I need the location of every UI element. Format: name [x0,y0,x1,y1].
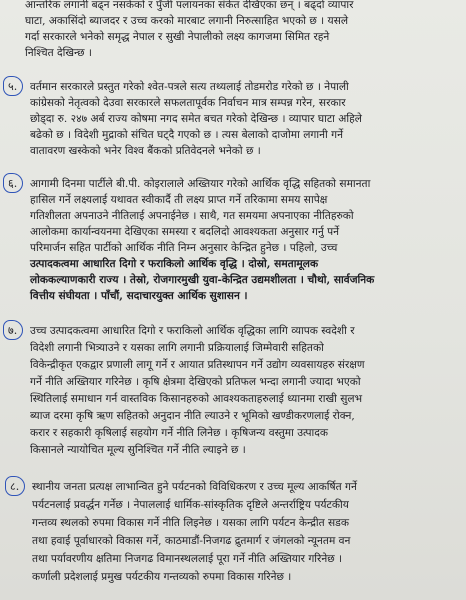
text-line: घाटा, अकासिंदो ब्याजदर र उच्च करको मारबाट लगानी निरुत्साहित भएको छ । यसले [25,15,349,27]
text-line: आगामी दिनमा पार्टीले बी.पी. कोइरालाले अख्तियार गरेको आर्थिक वृद्धि सहितको समानता [30,178,371,190]
text-line: गन्तव्य स्थलको रुपमा विकास गर्ने नीति लिइनेछ । यसका लागि पर्यटन केन्द्रीत सडक [32,517,349,529]
text-line-bold: वित्तीय संघीयता । पाँचौं, सदाचारयुक्त आर्थिक सुशासन । [30,290,248,302]
text-line-bold: लोककल्याणकारी राज्य । तेस्रो, रोजगारमुखी युवा-केन्द्रित उद्यमशीलता । चौथो, सार्वजनिक [30,274,375,286]
text-line: स्थानीय जनता प्रत्यक्ष लाभान्वित हुने पर्यटनको विविधिकरण र उच्च मूल्य आकर्षित गर्ने [32,481,357,493]
text-line: वातावरण खस्केको भनेर विश्व बैंकको प्रतिवेदनले भनेको छ । [30,145,261,157]
text-line: तथा पर्यावरणीय क्षतिमा निजगढ विमानस्थललाई पूरा गर्ने नीति अख्तियार गरिनेछ । [32,553,343,565]
text-line: आन्तरिक लगानी बढ्न नसकेको र पुँजी पलायनका संकेत देखिएका छन् । बढ्दो व्यापार [25,0,354,11]
text-line: परिमार्जन सहित पार्टीको आर्थिक नीति निम्न अनुसार केन्द्रित हुनेछ । पहिलो, उच्च [30,242,338,254]
text-line: पर्यटनलाई प्रवर्द्धन गर्नेछ । नेपाललाई धार्मिक-सांस्कृतिक दृष्टिले अन्तर्राष्ट्रिय पर्यटकीय [32,499,349,511]
text-line: विदेशी लगानी भित्र्याउने र यसका लागि लगानी प्रक्रियालाई जिम्मेवारी सहितको [30,342,324,354]
text-line: छोड्दा रु. २४७ अर्ब राज्य कोषमा नगद समेत बचत गरेको देखिन्छ । व्यापार घाटा अहिले [30,113,362,125]
text-line: निश्चित देखिन्छ । [25,47,92,59]
text-line: आलोकमा कार्यान्वयनमा देखिएका समस्या र बदलिदो आवश्यकता अनुसार गर्नु पर्ने [30,226,340,238]
text-line: कर्णाली प्रदेशलाई प्रमुख पर्यटकीय गन्तव्यको रुपमा विकास गरिनेछ । [32,571,292,583]
pen-circle-mark [3,320,23,340]
text-line: करार र सहकारी कृषिलाई सहयोग गर्ने नीति लिनेछ । कृषिजन्य वस्तुमा उत्पादक [30,427,329,439]
text-line: वर्तमान सरकारले प्रस्तुत गरेको श्वेत-पत्रले सत्य तथ्यलाई तोडमरोड गरेको छ । नेपाली [30,81,349,93]
text-line: हासिल गर्ने लक्ष्यलाई यथावत स्वीकार्दै ती लक्ष्य प्राप्त गर्ने तरिकामा समय सापेक्ष [30,194,328,206]
text-line: गतिशीलता अपनाउने नीतिलाई अपनाईनेछ । साथै, गत समयमा अपनाएका नीतिहरुको [30,210,354,222]
paragraph-number: ६. [8,177,18,190]
pen-circle-mark [5,476,25,496]
text-line: स्थितिलाई समाधान गर्न वास्तविक किसानहरुको आवश्यकताहरुलाई ध्यानमा राखी सुलभ [30,393,363,405]
text-line: विकेन्द्रीकृत एकद्वार प्रणाली लागू गर्ने र आयात प्रतिस्थापन गर्ने उद्योग व्यवसायहरु संरक्षण [30,359,365,371]
text-line: उच्च उत्पादकत्वमा आधारित दिगो र फराकिलो आर्थिक वृद्धिका लागि व्यापक स्वदेशी र [30,325,355,337]
text-line: ब्याज दरमा कृषि ऋण सहितको अनुदान नीति ल्याउने र भूमिको खण्डीकरणलाई रोक्न, [30,410,355,422]
text-line: तथा हवाई पूर्वाधारको विकास गर्ने, काठमाडौं-निजगढ द्रुतमार्ग र जंगलको न्यूनतम वन [32,535,351,547]
text-line-bold: उत्पादकत्वमा आधारित दिगो र फराकिलो आर्थिक वृद्धि । दोस्रो, समतामूलक [30,258,319,270]
text-line: गर्दा सरकारले भनेको समृद्ध नेपाल र सुखी नेपालीको लक्ष्य कागजमा सिमित रहने [25,31,330,43]
pen-circle-mark [3,76,23,96]
paragraph-number: ५. [8,80,18,93]
paragraph-number: ८. [10,480,20,493]
text-line: गर्ने नीति अख्तियार गरिनेछ । कृषि क्षेत्रमा देखिएको प्रतिफल भन्दा लगानी ज्यादा भएको [30,376,361,388]
text-line: कांग्रेसको नेतृत्वको देउवा सरकारले सफलतापूर्वक निर्वाचन मात्र सम्पन्न गरेन, सरकार [30,97,346,109]
paragraph-number: ७. [8,324,18,337]
pen-circle-mark [3,173,23,193]
text-line: बढेको छ । विदेशी मुद्राको संचित घट्दै गएको छ । त्यस बेलाको दाजोमा लगानी गर्ने [30,129,343,141]
text-line: किसानले न्यायोचित मूल्य सुनिश्चित गर्ने नीति ल्याइने छ । [30,444,246,456]
